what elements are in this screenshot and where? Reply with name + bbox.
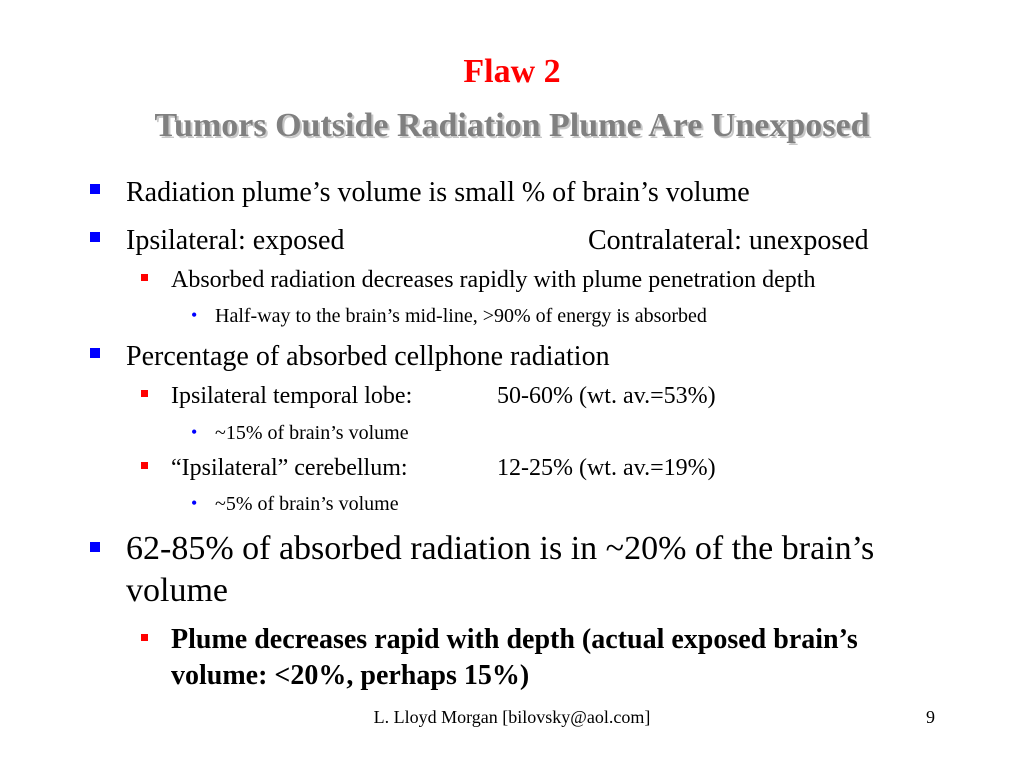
sub-sub-bullet-text: ~5% of brain’s volume	[215, 493, 399, 515]
sub-sub-bullet-text: ~15% of brain’s volume	[215, 422, 409, 444]
red-square-bullet-icon	[141, 462, 148, 469]
slide-title: Flaw 2	[463, 53, 561, 90]
bullet-text-ipsilateral: Ipsilateral: exposed	[126, 225, 345, 256]
sub-bullet-label: “Ipsilateral” cerebellum:	[171, 455, 408, 481]
blue-square-bullet-icon	[90, 348, 100, 358]
red-square-bullet-icon	[141, 274, 148, 281]
dot-bullet-icon: •	[191, 305, 198, 325]
bullet-text-large: 62-85% of absorbed radiation is in ~20% of the brain’s volume	[126, 530, 875, 609]
page-number: 9	[926, 707, 935, 727]
footer-author: L. Lloyd Morgan [bilovsky@aol.com]	[373, 707, 651, 727]
sub-bullet-label: Ipsilateral temporal lobe:	[171, 383, 413, 409]
bullet-text: Radiation plume’s volume is small % of brain’s volume	[126, 177, 750, 208]
bullet-text-contralateral: Contralateral: unexposed	[588, 225, 869, 256]
dot-bullet-icon: •	[191, 493, 198, 513]
blue-square-bullet-icon	[90, 184, 100, 194]
dot-bullet-icon: •	[191, 422, 198, 442]
blue-square-bullet-icon	[90, 232, 100, 242]
blue-square-bullet-icon	[90, 542, 100, 552]
slide-subtitle: Tumors Outside Radiation Plume Are Unexposed	[154, 107, 870, 144]
sub-bullet-value: 50-60% (wt. av.=53%)	[497, 383, 716, 409]
red-square-bullet-icon	[141, 390, 148, 397]
sub-sub-bullet-text: Half-way to the brain’s mid-line, >90% of energy is absorbed	[215, 305, 707, 327]
sub-bullet-text: Absorbed radiation decreases rapidly with plume penetration depth	[171, 267, 816, 293]
red-square-bullet-icon	[141, 634, 148, 641]
sub-bullet-bold-text: Plume decreases rapid with depth (actual exposed brain’s volume: <20%, perhaps 15%)	[171, 624, 858, 691]
sub-bullet-value: 12-25% (wt. av.=19%)	[497, 455, 716, 481]
bullet-text: Percentage of absorbed cellphone radiation	[126, 341, 610, 372]
